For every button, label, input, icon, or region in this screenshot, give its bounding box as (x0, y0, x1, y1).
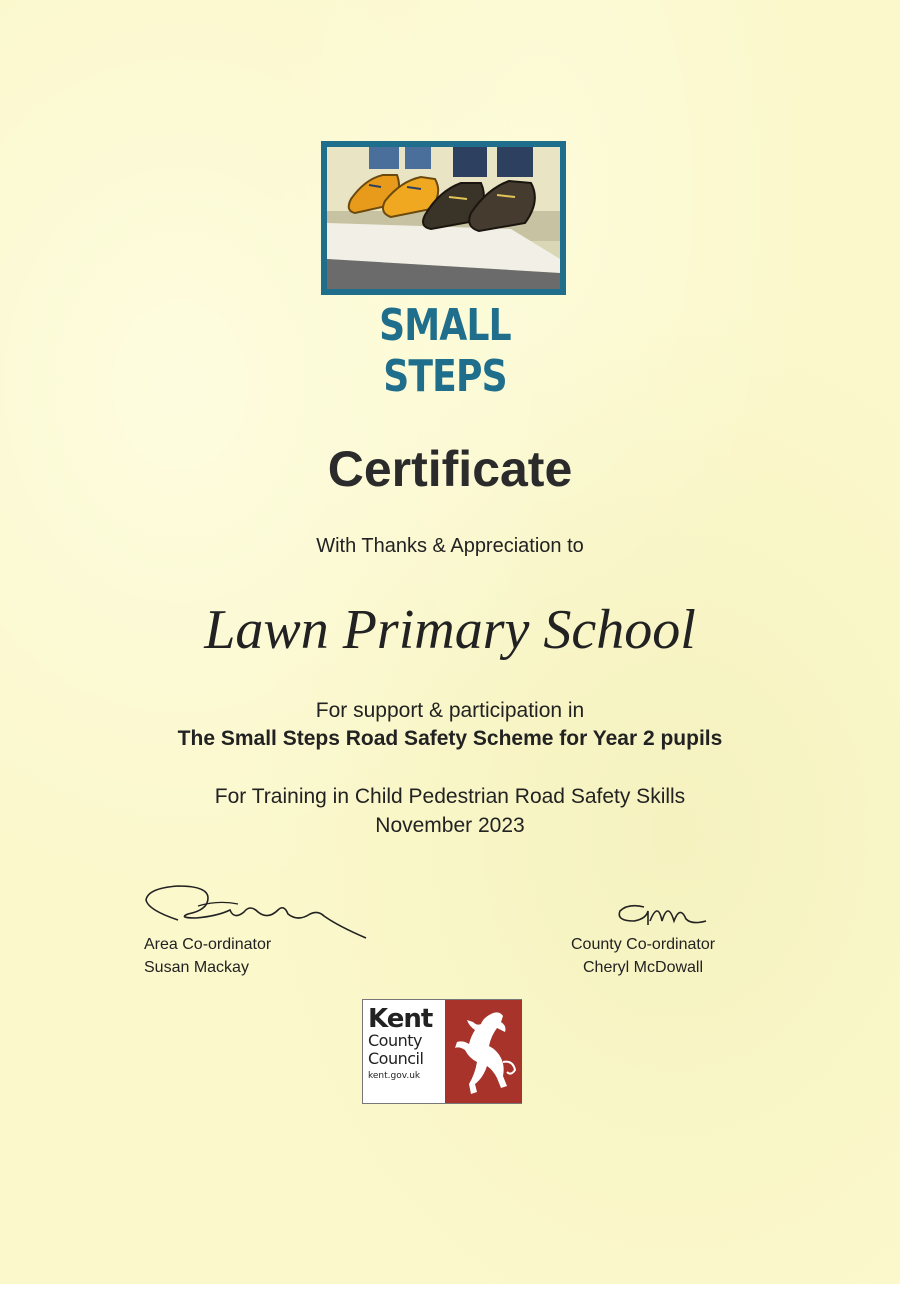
kent-county-council-logo (362, 999, 522, 1104)
area-coordinator-role: Area Co-ordinator (144, 936, 272, 953)
county-coordinator-role: County Co-ordinator (571, 936, 716, 953)
scheme-line: The Small Steps Road Safety Scheme for Year 2 pupils (177, 727, 723, 750)
small-steps-logo-text: SMALL STEPS (379, 300, 511, 402)
date-line: November 2023 (375, 814, 525, 837)
rampant-horse-icon (445, 1000, 522, 1103)
support-line: For support & participation in (315, 699, 585, 722)
kcc-county: County (368, 1031, 422, 1050)
kcc-kent: Kent (368, 1004, 433, 1034)
certificate-title: Certificate (327, 441, 573, 497)
recipient-name: Lawn Primary School (204, 599, 696, 661)
training-line: For Training in Child Pedestrian Road Safety Skills (214, 785, 686, 808)
kcc-council: Council (368, 1049, 424, 1068)
county-coordinator-name: Cheryl McDowall (583, 959, 704, 976)
area-coordinator-name: Susan Mackay (144, 959, 249, 976)
kcc-url: kent.gov.uk (368, 1071, 421, 1081)
shoes-illustration-icon (321, 141, 566, 295)
kcc-wordmark (368, 1006, 440, 1082)
county-coordinator-signature-icon (610, 895, 720, 935)
thanks-line: With Thanks & Appreciation to (316, 535, 584, 557)
